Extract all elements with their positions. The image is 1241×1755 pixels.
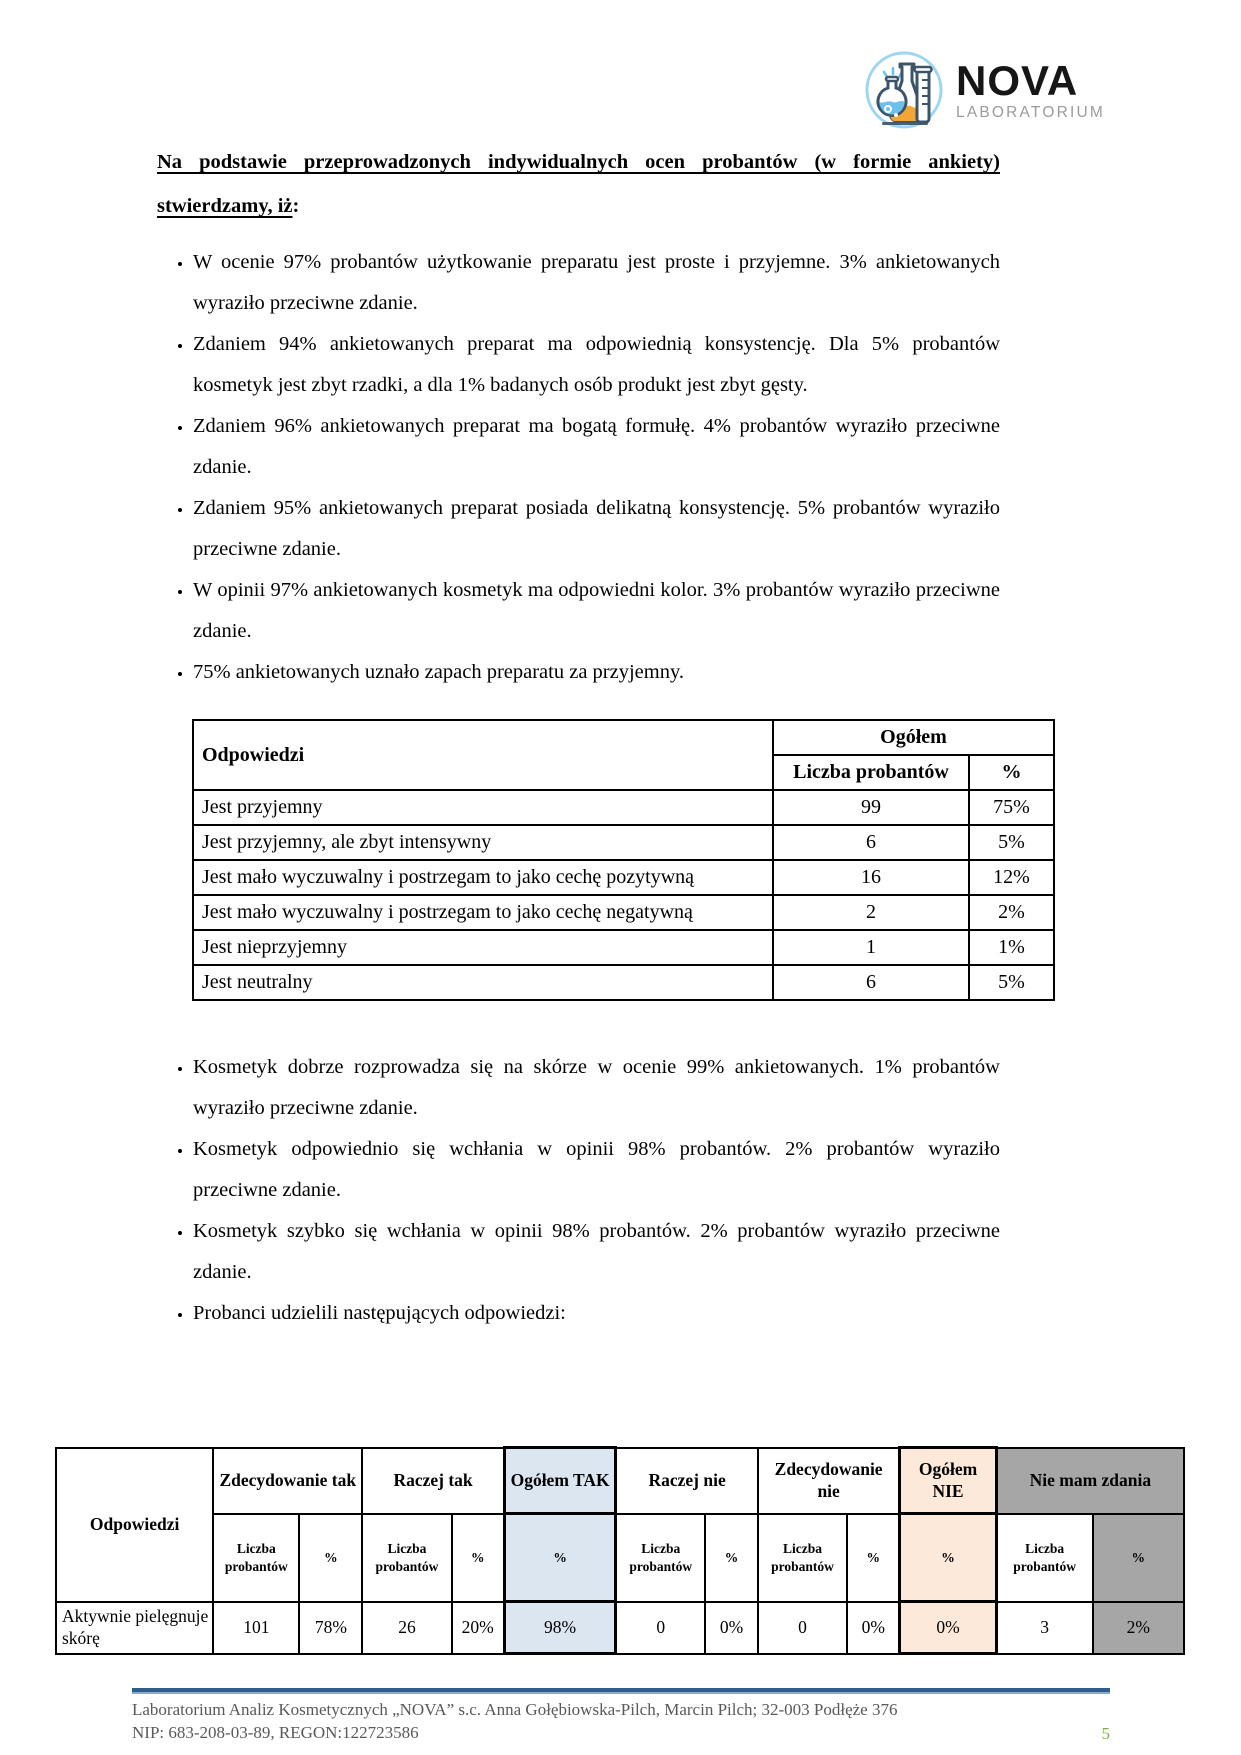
- subheader-pct: %: [900, 1514, 996, 1602]
- logo-text: [956, 56, 1105, 122]
- answer-label: Jest nieprzyjemny: [193, 930, 773, 965]
- group-header-ogolem: Ogółem: [773, 720, 1054, 755]
- pct-cell: 75%: [969, 790, 1054, 825]
- column-header-odpowiedzi: Odpowiedzi: [56, 1448, 213, 1602]
- subheader-liczba: Liczba probantów: [616, 1514, 705, 1602]
- pct-cell: 5%: [969, 965, 1054, 1000]
- table-subheader-row: [56, 1514, 1184, 1602]
- group-header-nie-mam-zdania: Nie mam zdania: [996, 1448, 1184, 1514]
- group-header-zdecydowanie-nie: Zdecydowanie nie: [758, 1448, 900, 1514]
- count-cell: 1: [773, 930, 969, 965]
- findings-list-top: [157, 242, 1000, 693]
- footer-line-2: NIP: 683-208-03-89, REGON:122723586: [132, 1722, 419, 1742]
- page-number: 5: [1101, 1723, 1110, 1743]
- pct-cell: 1%: [969, 930, 1054, 965]
- scent-results-table: [192, 719, 1055, 1001]
- logo-subtitle: LABORATORIUM: [956, 103, 1105, 121]
- footer-lab-info: [132, 1699, 897, 1745]
- subheader-liczba: Liczba probantów: [758, 1514, 847, 1602]
- value-cell: 3: [996, 1602, 1092, 1654]
- table-row: [193, 895, 1054, 930]
- list-item: • 75% ankietowanych uznało zapach preparatu za przyjemny.: [193, 652, 1000, 693]
- list-item: • Zdaniem 95% ankietowanych preparat posiada delikatną konsystencję. 5% probantów wyraziło przeciwne zdanie.: [193, 488, 1000, 570]
- count-cell: 2: [773, 895, 969, 930]
- value-cell: 0%: [847, 1602, 900, 1654]
- table-row: [193, 860, 1054, 895]
- value-cell: 20%: [452, 1602, 505, 1654]
- subheader-pct: %: [504, 1514, 616, 1602]
- logo-name: NOVA: [956, 56, 1079, 104]
- table-row: [193, 825, 1054, 860]
- answer-label: Jest neutralny: [193, 965, 773, 1000]
- list-item: • Kosmetyk szybko się wchłania w opinii 98% probantów. 2% probantów wyraziło przeciwne zdanie.: [193, 1211, 1000, 1293]
- pct-cell: 12%: [969, 860, 1054, 895]
- section-heading: [157, 140, 1000, 228]
- group-header-raczej-nie: Raczej nie: [616, 1448, 758, 1514]
- table-row: [193, 965, 1054, 1000]
- answer-label: Aktywnie pielęgnuje skórę: [56, 1602, 213, 1654]
- table-row: [56, 1602, 1184, 1654]
- list-item: • Kosmetyk dobrze rozprowadza się na skórze w ocenie 99% ankietowanych. 1% probantów wyraziło przeciwne zdanie.: [193, 1047, 1000, 1129]
- list-item: • W opinii 97% ankietowanych kosmetyk ma odpowiedni kolor. 3% probantów wyraziło przeciwne zdanie.: [193, 570, 1000, 652]
- count-cell: 16: [773, 860, 969, 895]
- value-cell-nie-mam-zdania: 2%: [1093, 1602, 1184, 1654]
- count-cell: 99: [773, 790, 969, 825]
- responses-table: [55, 1446, 1185, 1655]
- table-header-row: [56, 1448, 1184, 1514]
- subheader-pct: %: [705, 1514, 758, 1602]
- value-cell: 101: [213, 1602, 299, 1654]
- count-cell: 6: [773, 965, 969, 1000]
- findings-list-bottom: [157, 1047, 1000, 1334]
- value-cell: 0%: [705, 1602, 758, 1654]
- group-header-ogolem-tak: Ogółem TAK: [504, 1448, 616, 1514]
- answer-label: Jest przyjemny, ale zbyt intensywny: [193, 825, 773, 860]
- heading-line-1: Na podstawie przeprowadzonych indywidualnych ocen probantów (w formie ankiety): [157, 151, 1000, 173]
- table-row: [193, 790, 1054, 825]
- column-header-liczba: Liczba probantów: [773, 755, 969, 790]
- table-header-row: [193, 720, 1054, 755]
- answer-label: Jest przyjemny: [193, 790, 773, 825]
- list-item: • Zdaniem 94% ankietowanych preparat ma odpowiednią konsystencję. Dla 5% probantów kosmetyk jest zbyt rzadki, a dla 1% badanych osób produkt jest zbyt gęsty.: [193, 324, 1000, 406]
- value-cell: 26: [362, 1602, 451, 1654]
- table-row: [193, 930, 1054, 965]
- group-header-zdecydowanie-tak: Zdecydowanie tak: [213, 1448, 362, 1514]
- pct-cell: 5%: [969, 825, 1054, 860]
- value-cell-ogolem-tak: 98%: [504, 1602, 616, 1654]
- subheader-pct: %: [847, 1514, 900, 1602]
- group-header-ogolem-nie: Ogółem NIE: [900, 1448, 996, 1514]
- subheader-liczba: Liczba probantów: [362, 1514, 451, 1602]
- lab-flasks-icon: [862, 46, 946, 135]
- list-item: • Kosmetyk odpowiednio się wchłania w opinii 98% probantów. 2% probantów wyraziło przeciwne zdanie.: [193, 1129, 1000, 1211]
- answer-label: Jest mało wyczuwalny i postrzegam to jako cechę pozytywną: [193, 860, 773, 895]
- count-cell: 6: [773, 825, 969, 860]
- answer-label: Jest mało wyczuwalny i postrzegam to jako cechę negatywną: [193, 895, 773, 930]
- subheader-liczba: Liczba probantów: [213, 1514, 299, 1602]
- value-cell-ogolem-nie: 0%: [900, 1602, 996, 1654]
- page-footer: [132, 1688, 1110, 1745]
- list-item: • W ocenie 97% probantów użytkowanie preparatu jest proste i przyjemne. 3% ankietowanych wyraziło przeciwne zdanie.: [193, 242, 1000, 324]
- subheader-pct: %: [299, 1514, 362, 1602]
- heading-line-2: stwierdzamy, iż:: [157, 195, 300, 218]
- list-item: • Zdaniem 96% ankietowanych preparat ma bogatą formułę. 4% probantów wyraziło przeciwne zdanie.: [193, 406, 1000, 488]
- pct-cell: 2%: [969, 895, 1054, 930]
- footer-line-1: Laboratorium Analiz Kosmetycznych „NOVA” s.c. Anna Gołębiowska-Pilch, Marcin Pilch; 32-003 Podłęże 376: [132, 1700, 898, 1719]
- subheader-pct: %: [452, 1514, 505, 1602]
- subheader-pct: %: [1093, 1514, 1184, 1602]
- nova-logo: [862, 46, 1105, 135]
- value-cell: 78%: [299, 1602, 362, 1654]
- column-header-pct: %: [969, 755, 1054, 790]
- list-item: • Probanci udzielili następujących odpowiedzi:: [193, 1293, 1000, 1334]
- footer-divider: [132, 1688, 1110, 1694]
- value-cell: 0: [758, 1602, 847, 1654]
- subheader-liczba: Liczba probantów: [996, 1514, 1092, 1602]
- column-header-odpowiedzi: Odpowiedzi: [193, 720, 773, 790]
- group-header-raczej-tak: Raczej tak: [362, 1448, 504, 1514]
- value-cell: 0: [616, 1602, 705, 1654]
